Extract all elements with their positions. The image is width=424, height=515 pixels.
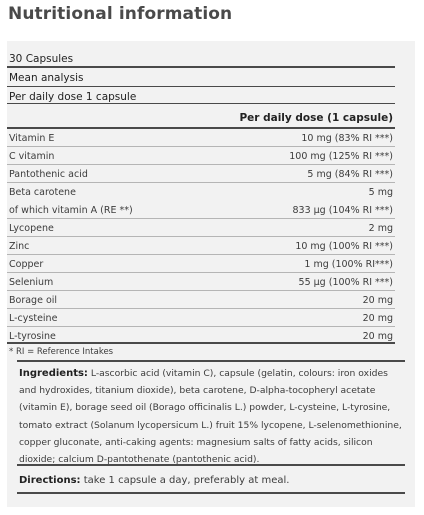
table-row [7, 327, 395, 344]
nutrient-name: L-tyrosine [9, 331, 56, 342]
nutrient-value: 5 mg [368, 187, 393, 198]
ingredients-text [19, 365, 403, 468]
ingredients-body: L-ascorbic acid (vitamin C), capsule (gelatin, colours: iron oxides and hydroxides, titanium dioxide), beta carotene, D-alpha-tocopheryl acetate (vitamin E), borage seed oil (Borago officinalis L.) powder, L-cysteine, L-tyrosine, tomato extract (Solanum lycopersicum L.) fruit 15% lycopene, L-selenomethionine, copper gluconate, anti-caking agents: magnesium salts of fatty acids, silicon dioxide; calcium D-pantothenate (pantothenic acid). [19, 368, 402, 466]
nutrient-value: 5 mg (84% RI ***) [307, 169, 393, 180]
nutrient-name: Borage oil [9, 295, 58, 306]
directions-text [19, 475, 403, 486]
footnote: * RI = Reference Intakes [9, 347, 114, 357]
directions-body: take 1 capsule a day, preferably at meal. [80, 475, 290, 486]
ingredients-label: Ingredients: [19, 368, 88, 379]
nutrient-name: Beta carotene [9, 187, 76, 198]
mean-analysis-row [7, 68, 395, 87]
table-row [7, 129, 395, 147]
per-daily-dose-row [7, 87, 395, 104]
table-row [7, 165, 395, 183]
directions-label: Directions: [19, 475, 81, 486]
divider [17, 360, 405, 362]
nutrient-value: 20 mg [362, 331, 393, 342]
nutrient-name: Vitamin E [9, 133, 55, 144]
nutrient-value: 2 mg [368, 223, 393, 234]
table-row [7, 183, 395, 201]
table-row [7, 201, 395, 219]
table-row [7, 309, 395, 327]
divider [17, 464, 405, 466]
nutrient-value: 100 mg (125% RI ***) [289, 151, 393, 162]
nutrient-value: 20 mg [362, 295, 393, 306]
nutrient-value: 10 mg (100% RI ***) [295, 241, 393, 252]
nutrient-value: 10 mg (83% RI ***) [301, 133, 393, 144]
nutrient-value: 833 µg (104% RI ***) [292, 205, 393, 216]
nutrient-name: C vitamin [9, 151, 55, 162]
nutrient-name: Zinc [9, 241, 30, 252]
column-header: Per daily dose (1 capsule) [239, 112, 393, 124]
nutrient-name: L-cysteine [9, 313, 58, 324]
nutrient-value: 1 mg (100% RI***) [304, 259, 393, 270]
footnote-row [7, 344, 395, 360]
divider [17, 492, 405, 494]
table-row [7, 291, 395, 309]
table-row [7, 273, 395, 291]
nutrient-name: Selenium [9, 277, 54, 288]
capsules-row [7, 49, 395, 68]
page-title: Nutritional information [8, 4, 233, 24]
column-header-row [7, 104, 395, 129]
nutrition-panel [7, 41, 415, 507]
table-row [7, 219, 395, 237]
mean-analysis-label: Mean analysis [9, 72, 84, 84]
nutrient-value: 20 mg [362, 313, 393, 324]
capsules-label: 30 Capsules [9, 53, 74, 65]
per-daily-dose-label: Per daily dose 1 capsule [9, 91, 137, 103]
table-row [7, 237, 395, 255]
table-row [7, 147, 395, 165]
nutrient-value: 55 µg (100% RI ***) [298, 277, 393, 288]
nutrient-name: of which vitamin A (RE **) [9, 205, 133, 216]
table-row [7, 255, 395, 273]
nutrient-name: Pantothenic acid [9, 169, 88, 180]
nutrient-name: Copper [9, 259, 44, 270]
nutrient-name: Lycopene [9, 223, 54, 234]
